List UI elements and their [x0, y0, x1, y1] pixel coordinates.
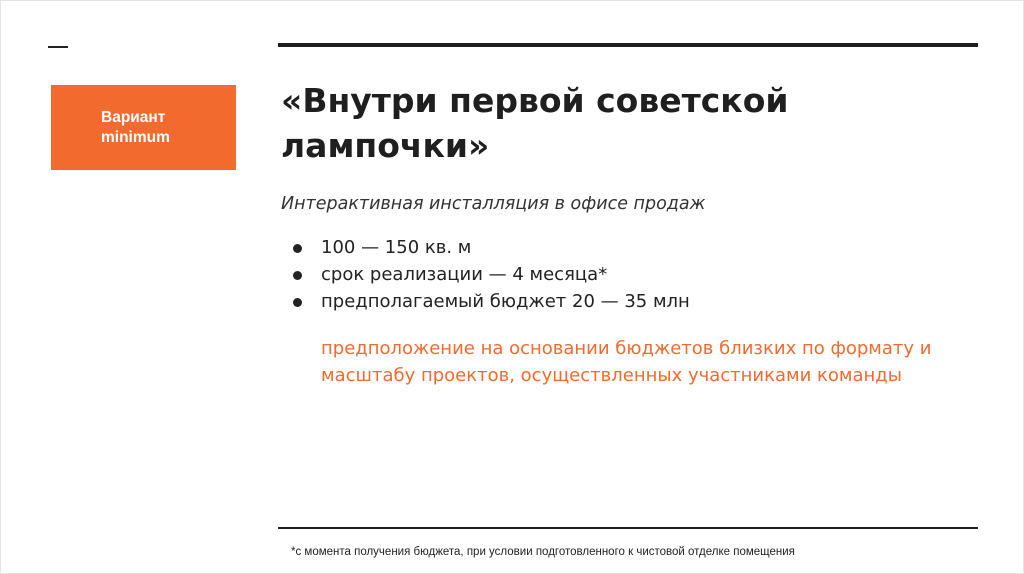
bullet-list — [281, 234, 690, 315]
variant-badge-line1: Вариант — [101, 109, 166, 126]
bullet-dot-icon — [293, 271, 302, 280]
variant-badge — [51, 85, 236, 170]
slide-subtitle: Интерактивная инсталляция в офисе продаж — [281, 194, 706, 214]
bullet-item-text: 100 — 150 кв. м — [321, 237, 472, 258]
budget-note: предположение на основании бюджетов близких по формату и масштабу проектов, осуществленных участниками команды — [321, 338, 932, 386]
top-divider — [278, 43, 978, 47]
bullet-item-text: предполагаемый бюджет 20 — 35 млн — [321, 291, 690, 312]
variant-badge-line2: minimum — [101, 129, 170, 146]
footnote: *с момента получения бюджета, при условии подготовленного к чистовой отделке помещения — [291, 546, 795, 558]
slide-title-line1: «Внутри первой советской — [281, 81, 789, 120]
bullet-dot-icon — [293, 244, 302, 253]
slide-title-line2: лампочки» — [281, 126, 490, 165]
bullet-item-text: срок реализации — 4 месяца* — [321, 264, 608, 285]
bottom-divider — [278, 527, 978, 529]
bullet-item — [281, 234, 690, 261]
bullet-dot-icon — [293, 298, 302, 307]
corner-dash — [48, 46, 68, 48]
slide-title — [281, 78, 881, 168]
bullet-item — [281, 288, 690, 315]
bullet-item — [281, 261, 690, 288]
